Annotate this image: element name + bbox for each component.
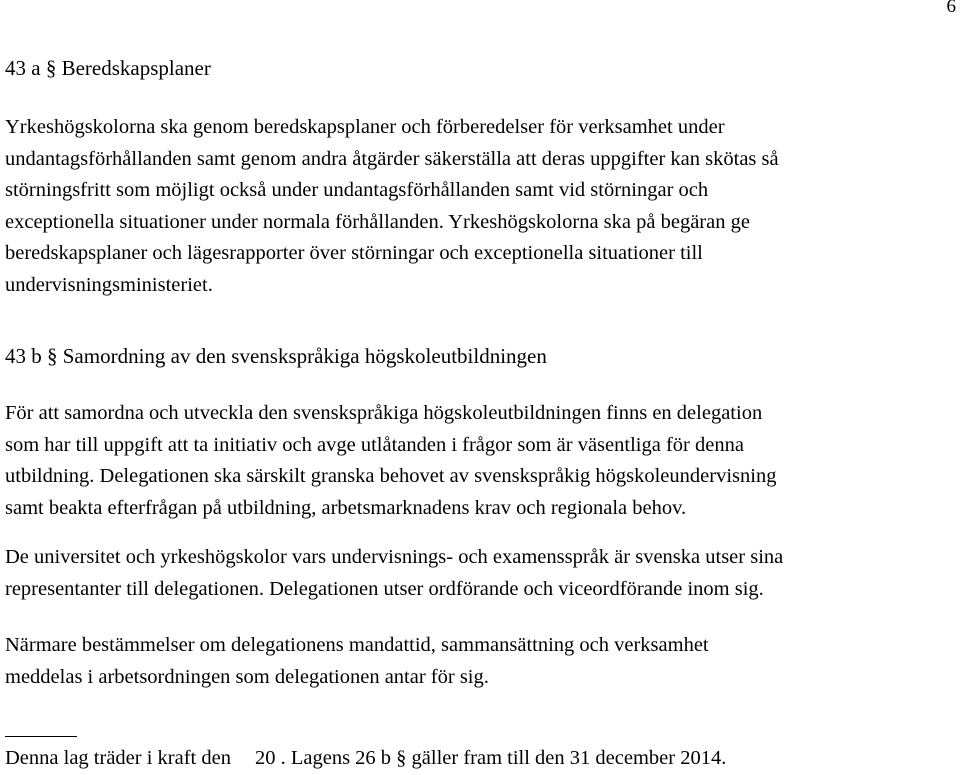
text-line: undervisningsministeriet.	[5, 273, 213, 296]
text-line: exceptionella situationer under normala förhållanden. Yrkeshögskolorna ska på begäran ge	[5, 210, 750, 233]
page-number: 6	[946, 0, 956, 17]
section-heading-43b: 43 b § Samordning av den svenskspråkiga högskoleutbildningen	[5, 344, 547, 368]
text-line: som har till uppgift att ta initiativ och avge utlåtanden i frågor som är väsentliga för denna	[5, 433, 744, 456]
entry-into-force-suffix: Lagens 26 b § gäller fram till den 31 december 2014.	[285, 747, 727, 769]
text-line: undantagsförhållanden samt genom andra åtgärder säkerställa att deras uppgifter kan skötas så	[5, 147, 779, 170]
text-line: representanter till delegationen. Delegationen utser ordförande och viceordförande inom sig.	[5, 577, 764, 600]
text-line: samt beakta efterfrågan på utbildning, arbetsmarknadens krav och regionala behov.	[5, 496, 687, 519]
entry-into-force	[5, 747, 726, 770]
text-line: meddelas i arbetsordningen som delegationen antar för sig.	[5, 665, 489, 688]
text-line: Närmare bestämmelser om delegationens mandattid, sammansättning och verksamhet	[5, 634, 709, 656]
footnote-rule	[5, 736, 77, 737]
paragraph-43b-2	[5, 542, 783, 605]
section-heading-43a: 43 a § Beredskapsplaner	[5, 56, 211, 80]
text-line: För att samordna och utveckla den svenskspråkiga högskoleutbildningen finns en delegation	[5, 402, 763, 424]
paragraph-43b-3	[5, 630, 709, 693]
text-line: De universitet och yrkeshögskolor vars undervisnings- och examensspråk är svenska utser sina	[5, 546, 784, 568]
entry-into-force-date: 20 .	[254, 747, 286, 769]
text-line: utbildning. Delegationen ska särskilt granska behovet av svenskspråkig högskoleundervisning	[5, 465, 777, 488]
paragraph-43b-1	[5, 398, 776, 524]
text-line: störningsfritt som möjligt också under undantagsförhållanden samt vid störningar och	[5, 179, 709, 202]
text-line: Yrkeshögskolorna ska genom beredskapsplaner och förberedelser för verksamhet under	[5, 116, 725, 138]
text-line: beredskapsplaner och lägesrapporter över störningar och exceptionella situationer till	[5, 242, 703, 265]
paragraph-43a-1	[5, 112, 779, 302]
entry-into-force-prefix: Denna lag träder i kraft den	[5, 747, 231, 769]
